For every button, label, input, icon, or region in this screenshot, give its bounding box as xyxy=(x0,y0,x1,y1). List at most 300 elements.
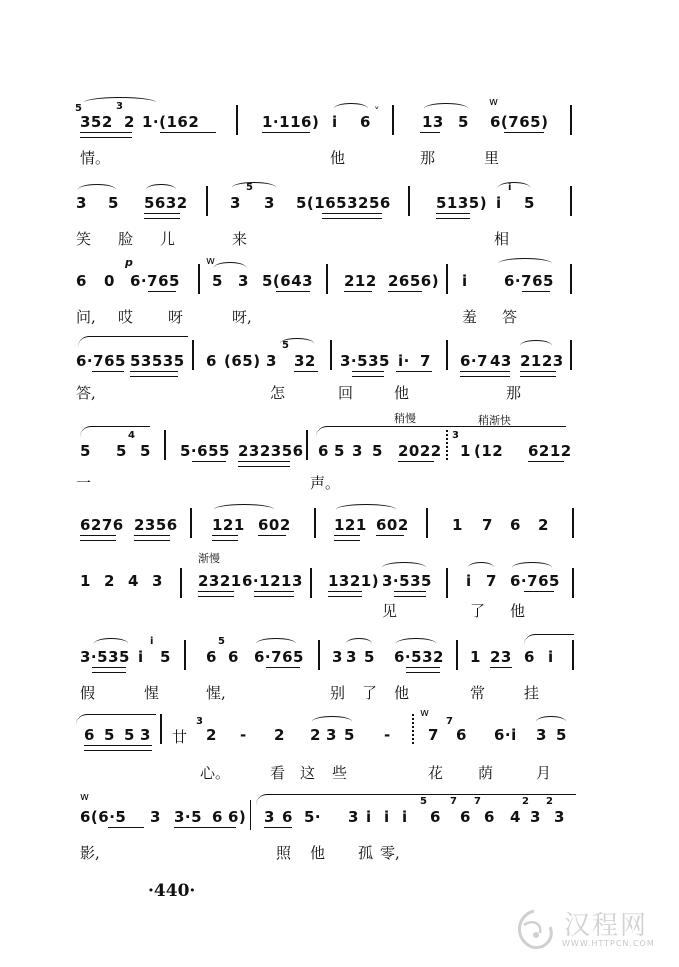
lyric: 答 xyxy=(502,308,518,326)
notes-row xyxy=(0,566,679,602)
bar-line xyxy=(318,640,320,670)
note: 6276 xyxy=(80,516,124,534)
note: 1 xyxy=(80,572,91,590)
note: 121 xyxy=(212,516,245,534)
underline xyxy=(294,371,318,372)
bar-line xyxy=(180,568,182,598)
note: 3 xyxy=(264,808,275,826)
lyrics-row xyxy=(0,842,679,864)
bar-line xyxy=(326,264,328,294)
note: 3 xyxy=(264,194,275,212)
note: i xyxy=(332,113,338,131)
note: 3 xyxy=(238,272,249,290)
slur xyxy=(256,638,296,649)
lyrics-row xyxy=(0,600,679,622)
note: 602 xyxy=(258,516,291,534)
note: 6·765 xyxy=(254,648,304,666)
note: 6·765 xyxy=(510,572,560,590)
note: 352 xyxy=(80,113,113,131)
note: 6·7 xyxy=(460,352,489,370)
slur xyxy=(336,504,396,515)
note: 5 xyxy=(116,442,127,460)
note: 5 xyxy=(334,442,345,460)
note: 2 xyxy=(124,113,135,131)
note: i xyxy=(402,808,408,826)
note: 6 xyxy=(84,726,95,744)
note: i xyxy=(138,648,144,666)
bar-line xyxy=(192,340,194,370)
note: 5·655 xyxy=(180,442,230,460)
note: i xyxy=(462,272,468,290)
lyric: 他 xyxy=(310,844,326,862)
underline xyxy=(174,827,236,828)
bar-line xyxy=(456,640,458,670)
lyric: 心。 xyxy=(200,764,231,782)
grace-note: 5 xyxy=(420,796,427,807)
underline xyxy=(108,827,144,828)
lyric: 些 xyxy=(332,764,348,782)
note: 5 xyxy=(108,194,119,212)
note: i xyxy=(366,808,372,826)
grace-note: 5 xyxy=(282,340,289,351)
underline xyxy=(328,591,362,597)
slur xyxy=(524,634,574,645)
grace-note: 5 xyxy=(246,182,253,193)
note: 7 xyxy=(486,572,497,590)
bar-line xyxy=(570,186,572,216)
underline xyxy=(344,291,372,292)
lyric: 他 xyxy=(330,149,346,167)
slur xyxy=(84,97,156,108)
watermark xyxy=(506,905,674,957)
tempo-mark: 稍渐快 xyxy=(478,414,511,427)
lyric: 来 xyxy=(232,230,248,248)
lyrics-row xyxy=(0,682,679,704)
note: 6 xyxy=(318,442,329,460)
dynamic-mark: p xyxy=(125,256,133,269)
note: 6·532 xyxy=(394,648,444,666)
lyric: 常 xyxy=(470,684,486,702)
note: 13 xyxy=(422,113,444,131)
note: - xyxy=(384,726,391,744)
breath-mark: ˅ xyxy=(374,105,380,118)
slur xyxy=(214,504,274,515)
note: 6) xyxy=(228,808,247,826)
note: 5 xyxy=(140,442,151,460)
grace-note: i xyxy=(150,636,154,647)
bar-line xyxy=(236,105,238,135)
tempo-mark: 渐慢 xyxy=(198,552,220,565)
underline xyxy=(148,291,176,292)
slur xyxy=(346,638,372,649)
lyric: 问, xyxy=(76,308,96,326)
underline xyxy=(276,291,310,292)
note: 6 xyxy=(460,808,471,826)
lyric: 情。 xyxy=(80,149,111,167)
note: 6·765 xyxy=(130,272,180,290)
note: 6212 xyxy=(528,442,572,460)
note: 6(765) xyxy=(490,113,549,131)
underline xyxy=(130,371,178,377)
note: 6(6·5 xyxy=(80,808,127,826)
lyrics-row xyxy=(0,147,679,169)
note: 602 xyxy=(376,516,409,534)
lyric: 那 xyxy=(420,149,436,167)
bar-line xyxy=(446,264,448,294)
note: 5 xyxy=(80,442,91,460)
note: (12 xyxy=(474,442,504,460)
lyrics-row xyxy=(0,228,679,250)
slur xyxy=(382,562,426,573)
note: 7 xyxy=(482,516,493,534)
bar-line xyxy=(570,340,572,370)
slur xyxy=(94,638,128,649)
note: 5135) xyxy=(436,194,488,212)
bar-line xyxy=(408,186,410,216)
ornament-mark: ᴡ xyxy=(206,254,215,267)
lyric: 见 xyxy=(382,602,398,620)
note: 5 xyxy=(344,726,355,744)
note: 6·765 xyxy=(504,272,554,290)
note: 3·5 xyxy=(174,808,203,826)
bar-line xyxy=(572,568,574,598)
bar-line xyxy=(250,800,251,830)
underline xyxy=(334,535,360,541)
lyric: 了 xyxy=(362,684,378,702)
notes-row xyxy=(0,790,679,834)
lyric: 照 xyxy=(276,844,292,862)
underline xyxy=(80,132,132,138)
note: 6 xyxy=(212,808,223,826)
underline xyxy=(212,535,238,541)
slur xyxy=(468,562,494,573)
note: 2 xyxy=(104,572,115,590)
bar-line xyxy=(190,508,192,538)
underline xyxy=(80,535,116,541)
note: 5 xyxy=(524,194,535,212)
note: 6·1213 xyxy=(242,572,303,590)
lyrics-row xyxy=(0,382,679,404)
ornament-mark: ᴡ xyxy=(80,790,89,803)
note: 3 xyxy=(326,726,337,744)
note: 3 xyxy=(152,572,163,590)
note: 53535 xyxy=(130,352,185,370)
underline xyxy=(254,591,294,597)
watermark-text: 汉程网 xyxy=(564,911,649,941)
note: 5 xyxy=(556,726,567,744)
lyric: 花 xyxy=(428,764,444,782)
note: 5(643 xyxy=(262,272,314,290)
note: 2321 xyxy=(198,572,242,590)
lyric: 看 xyxy=(270,764,286,782)
bar-line xyxy=(306,430,308,460)
grace-note: 2 xyxy=(522,796,529,807)
note: 6 xyxy=(360,113,371,131)
bar-line xyxy=(310,568,312,598)
note: 2022 xyxy=(398,442,442,460)
note: 3·535 xyxy=(382,572,432,590)
note: 3·535 xyxy=(80,648,130,666)
underline xyxy=(388,291,422,292)
slur xyxy=(334,103,368,114)
grace-note: 5 xyxy=(75,103,82,114)
underline xyxy=(238,461,290,467)
underline xyxy=(92,371,124,372)
slur xyxy=(78,336,188,347)
underline xyxy=(134,535,170,541)
underline xyxy=(396,371,432,372)
lyric: 答, xyxy=(76,384,96,402)
underline xyxy=(528,461,564,462)
slur xyxy=(312,716,352,727)
underline xyxy=(520,371,556,377)
underline xyxy=(522,291,550,292)
lyric: 里 xyxy=(484,149,500,167)
note: 2356 xyxy=(134,516,178,534)
lyric: 一 xyxy=(76,474,92,492)
bar-line xyxy=(392,105,394,135)
note: 7 xyxy=(420,352,431,370)
ornament-mark: ᴡ xyxy=(420,706,429,719)
slur xyxy=(498,258,552,269)
underline xyxy=(264,827,292,828)
slur xyxy=(424,103,468,114)
underline xyxy=(420,132,440,133)
note: 3 xyxy=(536,726,547,744)
underline xyxy=(322,213,382,219)
note: 2123 xyxy=(520,352,564,370)
notes-row xyxy=(0,95,679,139)
slur xyxy=(396,638,436,649)
lyric: 那 xyxy=(506,384,522,402)
lyric: 惺 xyxy=(144,684,160,702)
underline xyxy=(436,213,470,219)
underline xyxy=(398,461,434,462)
note: 2656) xyxy=(388,272,440,290)
note: i xyxy=(384,808,390,826)
grace-note: 5 xyxy=(218,636,225,647)
slur xyxy=(536,716,566,727)
bar-line xyxy=(570,105,572,135)
lyric: 了 xyxy=(470,602,486,620)
lyrics-row xyxy=(0,472,679,494)
note: 3 xyxy=(230,194,241,212)
note: 1321) xyxy=(328,572,380,590)
slur xyxy=(232,182,276,193)
watermark-url: WWW.HTTPCN.COM xyxy=(562,939,655,948)
slur xyxy=(214,262,246,273)
note: 3 xyxy=(530,808,541,826)
note: - xyxy=(240,726,247,744)
note: 23 xyxy=(490,648,512,666)
note: 6 xyxy=(228,648,239,666)
lyrics-row xyxy=(0,762,679,784)
notes-row xyxy=(0,706,679,748)
note: 1 xyxy=(452,516,463,534)
tempo-mark: 稍慢 xyxy=(394,412,416,425)
note: 6 xyxy=(282,808,293,826)
note: 2 xyxy=(206,726,217,744)
note: 3 xyxy=(346,648,357,666)
underline xyxy=(394,591,426,597)
bar-line xyxy=(426,508,428,538)
note: 6·765 xyxy=(76,352,126,370)
slur xyxy=(80,426,150,437)
note: 3 xyxy=(348,808,359,826)
note: 5 xyxy=(372,442,383,460)
underline xyxy=(192,461,226,462)
underline xyxy=(352,371,384,377)
lyrics-row xyxy=(0,306,679,328)
slur xyxy=(512,562,552,573)
note: 0 xyxy=(104,272,115,290)
slur xyxy=(520,340,552,351)
bar-line xyxy=(314,508,316,538)
note: 3 xyxy=(140,726,151,744)
lyric: 惺, xyxy=(206,684,226,702)
note: 6 xyxy=(206,352,217,370)
notes-row xyxy=(0,184,679,220)
note: 1 xyxy=(470,648,481,666)
slur xyxy=(146,184,176,195)
grace-note: 7 xyxy=(474,796,481,807)
note: 6 xyxy=(484,808,495,826)
lyric: 孤 xyxy=(358,844,374,862)
slur xyxy=(78,184,116,195)
note: 3 xyxy=(352,442,363,460)
underline xyxy=(406,667,440,673)
grace-note: 3 xyxy=(116,101,123,112)
lyric: 他 xyxy=(510,602,526,620)
underline xyxy=(266,667,300,668)
note: 1·(162 xyxy=(142,113,200,131)
underline xyxy=(198,591,234,597)
note: 3 xyxy=(266,352,277,370)
note: 5 xyxy=(212,272,223,290)
grace-note: 3 xyxy=(452,430,459,441)
bar-line xyxy=(572,640,574,670)
slur xyxy=(76,714,156,725)
underline xyxy=(160,132,216,133)
bar-line xyxy=(184,640,186,670)
free-meter-mark: 廿 xyxy=(172,728,188,746)
underline xyxy=(524,591,554,592)
underline xyxy=(84,745,152,751)
bar-line xyxy=(206,186,208,216)
note: 3 xyxy=(76,194,87,212)
underline xyxy=(258,535,286,536)
note: 121 xyxy=(334,516,367,534)
lyric: 声。 xyxy=(310,474,341,492)
slur xyxy=(280,338,314,349)
grace-note: 4 xyxy=(128,430,135,441)
bar-line xyxy=(412,714,414,744)
bar-line xyxy=(164,430,166,460)
lyric: 羞 xyxy=(462,308,478,326)
underline xyxy=(490,667,512,668)
slur xyxy=(316,426,566,437)
lyric: 别 xyxy=(330,684,346,702)
note: 5 xyxy=(160,648,171,666)
bar-line xyxy=(572,508,574,538)
note: 6 xyxy=(430,808,441,826)
note: 5 xyxy=(458,113,469,131)
grace-note: 3 xyxy=(196,716,203,727)
note: 3 xyxy=(150,808,161,826)
note: 32 xyxy=(294,352,316,370)
note: 3 xyxy=(332,648,343,666)
notes-row xyxy=(0,254,679,298)
underline xyxy=(376,535,404,536)
note: 2 xyxy=(274,726,285,744)
lyric: 哎 xyxy=(118,308,134,326)
note: 232356 xyxy=(238,442,304,460)
grace-note: 2 xyxy=(546,796,553,807)
note: 5· xyxy=(304,808,322,826)
note: 4 xyxy=(510,808,521,826)
bar-line xyxy=(446,568,448,598)
note: 212 xyxy=(344,272,377,290)
lyric: 儿 xyxy=(160,230,176,248)
notes-row xyxy=(0,506,679,542)
note: 7 xyxy=(428,726,439,744)
note: 5632 xyxy=(144,194,188,212)
lyric: 他 xyxy=(394,384,410,402)
bar-line xyxy=(330,340,332,370)
note: 5 xyxy=(364,648,375,666)
lyric: 脸 xyxy=(118,230,134,248)
note: 5 xyxy=(104,726,115,744)
bar-line xyxy=(570,264,572,294)
note: 4 xyxy=(128,572,139,590)
bar-line xyxy=(446,430,448,460)
note: 5 xyxy=(124,726,135,744)
note: 43 xyxy=(490,352,512,370)
note: 3 xyxy=(554,808,565,826)
lyric: 相 xyxy=(494,230,510,248)
note: 6·i xyxy=(494,726,517,744)
lyric: 笑 xyxy=(76,230,92,248)
note: i xyxy=(466,572,472,590)
underline xyxy=(504,132,544,133)
note: 6 xyxy=(456,726,467,744)
note: (65) xyxy=(224,352,261,370)
lyric: 怎 xyxy=(270,384,286,402)
notes-row xyxy=(0,638,679,674)
lyric: 零, xyxy=(380,844,400,862)
lyric: 影, xyxy=(80,844,100,862)
lyric: 月 xyxy=(536,764,552,782)
page-number: ·440· xyxy=(148,881,196,901)
note: i xyxy=(548,648,554,666)
lyric: 回 xyxy=(338,384,354,402)
lyric: 他 xyxy=(394,684,410,702)
grace-note: 7 xyxy=(450,796,457,807)
notes-row xyxy=(0,338,679,374)
note: i· xyxy=(398,352,410,370)
note: 3·535 xyxy=(340,352,390,370)
lyric: 荫 xyxy=(478,764,494,782)
note: 2 xyxy=(310,726,321,744)
grace-note: i xyxy=(508,182,512,193)
ornament-mark: ᴡ xyxy=(489,95,498,108)
underline xyxy=(92,667,126,673)
note: 2 xyxy=(538,516,549,534)
note: 6 xyxy=(76,272,87,290)
note: 1·116) xyxy=(262,113,320,131)
slur xyxy=(498,182,530,193)
lyric: 假 xyxy=(80,684,96,702)
